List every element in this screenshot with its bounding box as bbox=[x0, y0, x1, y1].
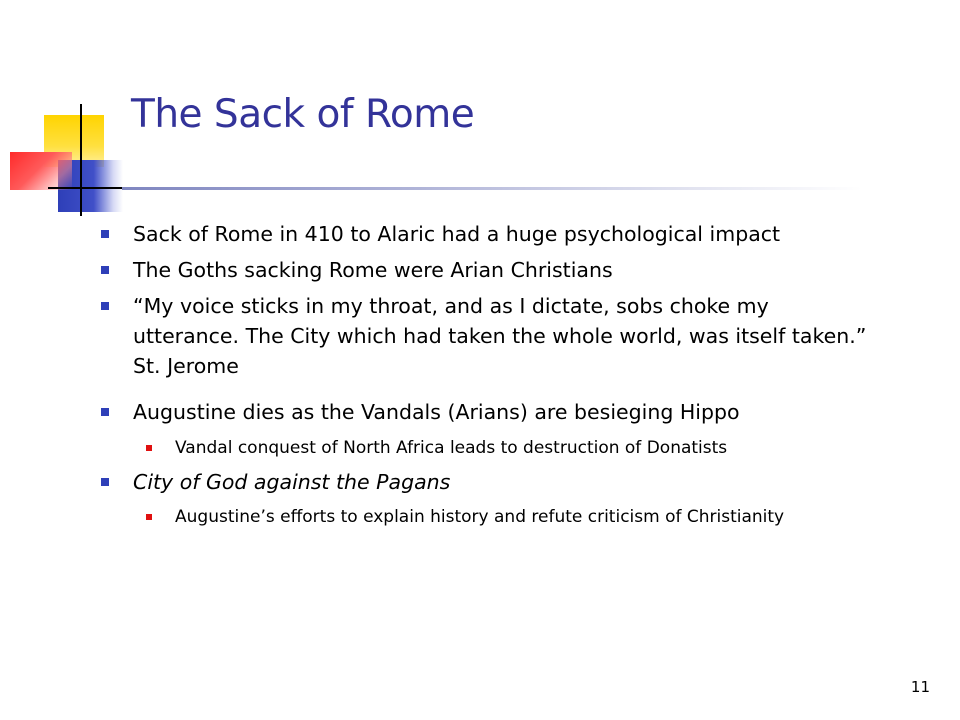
sub-bullet-item bbox=[175, 505, 835, 530]
square-sub-bullet-icon bbox=[146, 514, 152, 520]
bullet-text: Sack of Rome in 410 to Alaric had a huge psychological impact bbox=[133, 222, 781, 246]
bullet-item bbox=[133, 397, 873, 427]
sub-bullet-text: Augustine’s efforts to explain history and refute criticism of Christianity bbox=[175, 507, 785, 527]
square-bullet-icon bbox=[101, 266, 109, 274]
bullet-item bbox=[133, 219, 873, 249]
bullet-item bbox=[133, 255, 873, 285]
square-bullet-icon bbox=[101, 302, 109, 310]
page-number: 11 bbox=[910, 678, 930, 696]
bullet-text: Augustine dies as the Vandals (Arians) are besieging Hippo bbox=[133, 400, 740, 424]
bullet-item bbox=[133, 291, 873, 381]
sub-bullet-text: Vandal conquest of North Africa leads to destruction of Donatists bbox=[175, 438, 728, 458]
square-bullet-icon bbox=[101, 230, 109, 238]
square-bullet-icon bbox=[101, 408, 109, 416]
bullet-text: The Goths sacking Rome were Arian Christians bbox=[133, 258, 613, 282]
sub-bullet-item bbox=[175, 436, 885, 461]
bullet-item bbox=[133, 467, 873, 497]
square-bullet-icon bbox=[101, 478, 109, 486]
bullet-text: “My voice sticks in my throat, and as I dictate, sobs choke my utterance. The City which had taken the whole world, was itself taken.” St. Jerome bbox=[133, 294, 867, 378]
square-sub-bullet-icon bbox=[146, 445, 152, 451]
bullet-text: City of God against the Pagans bbox=[133, 470, 451, 494]
slide-title: The Sack of Rome bbox=[131, 92, 475, 137]
